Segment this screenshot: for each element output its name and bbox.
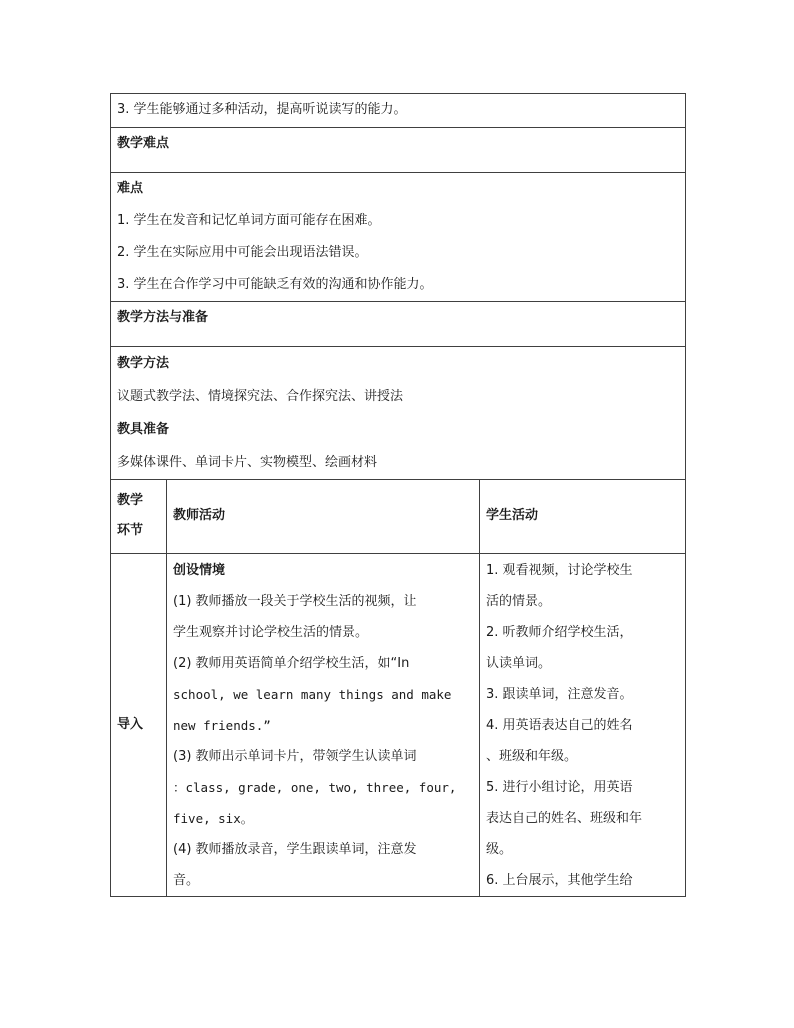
student-line: 1. 观看视频，讨论学校生 — [486, 563, 633, 578]
methods-content — [111, 347, 686, 480]
methods-content-row — [111, 347, 686, 480]
tools-text: 多媒体课件、单词卡片、实物模型、绘画材料 — [117, 455, 378, 470]
teacher-line: (3) 教师出示单词卡片，带领学生认读单词 — [173, 749, 417, 764]
teacher-line: (4) 教师播放录音，学生跟读单词，注意发 — [173, 842, 417, 857]
difficulties-content — [111, 173, 686, 302]
student-line: 3. 跟读单词，注意发音。 — [486, 687, 633, 702]
goal-item-3: 3. 学生能够通过多种活动，提高听说读写的能力。 — [111, 94, 686, 128]
intro-stage-row — [111, 554, 686, 897]
teacher-line: 创设情境 — [173, 563, 226, 578]
stage-column-header — [111, 480, 167, 554]
student-line: 活的情景。 — [486, 594, 552, 609]
difficulty-item: 2. 学生在实际应用中可能会出现语法错误。 — [117, 245, 368, 260]
student-line: 4. 用英语表达自己的姓名 — [486, 718, 633, 733]
tools-subtitle: 教具准备 — [117, 422, 170, 437]
teacher-line: ：class, grade, one, two, three, four, — [173, 780, 457, 795]
goals-row — [111, 94, 686, 128]
student-line: 、班级和年级。 — [486, 749, 578, 764]
teacher-line: school, we learn many things and make — [173, 687, 452, 702]
student-line: 表达自己的姓名、班级和年 — [486, 811, 643, 826]
intro-stage-label: 导入 — [111, 554, 167, 897]
difficulties-content-row — [111, 173, 686, 302]
activity-header-row — [111, 480, 686, 554]
difficulties-subtitle: 难点 — [117, 181, 144, 196]
stage-header-line1: 教学 — [117, 493, 144, 508]
teacher-column-header: 教师活动 — [167, 480, 480, 554]
teacher-line: five, six。 — [173, 811, 254, 826]
teacher-line: 音。 — [173, 873, 200, 888]
lesson-plan-table — [110, 93, 686, 897]
intro-student-activities — [480, 554, 686, 897]
student-line: 2. 听教师介绍学校生活， — [486, 625, 633, 640]
student-line: 认读单词。 — [486, 656, 552, 671]
teacher-line: 学生观察并讨论学校生活的情景。 — [173, 625, 369, 640]
difficulties-header-row — [111, 128, 686, 173]
teacher-line: (1) 教师播放一段关于学校生活的视频，让 — [173, 594, 417, 609]
methods-header-row — [111, 302, 686, 347]
student-line: 级。 — [486, 842, 513, 857]
student-column-header: 学生活动 — [480, 480, 686, 554]
difficulty-item: 1. 学生在发音和记忆单词方面可能存在困难。 — [117, 213, 381, 228]
difficulties-section-title: 教学难点 — [111, 128, 686, 173]
methods-section-title: 教学方法与准备 — [111, 302, 686, 347]
teacher-line: new friends.” — [173, 718, 271, 733]
methods-text: 议题式教学法、情境探究法、合作探究法、讲授法 — [117, 389, 404, 404]
teacher-line: (2) 教师用英语简单介绍学校生活，如“In — [173, 656, 410, 671]
student-line: 5. 进行小组讨论，用英语 — [486, 780, 633, 795]
methods-subtitle: 教学方法 — [117, 356, 170, 371]
student-line: 6. 上台展示，其他学生给 — [486, 873, 633, 888]
stage-header-line2: 环节 — [117, 523, 144, 538]
difficulty-item: 3. 学生在合作学习中可能缺乏有效的沟通和协作能力。 — [117, 277, 433, 292]
intro-teacher-activities — [167, 554, 480, 897]
